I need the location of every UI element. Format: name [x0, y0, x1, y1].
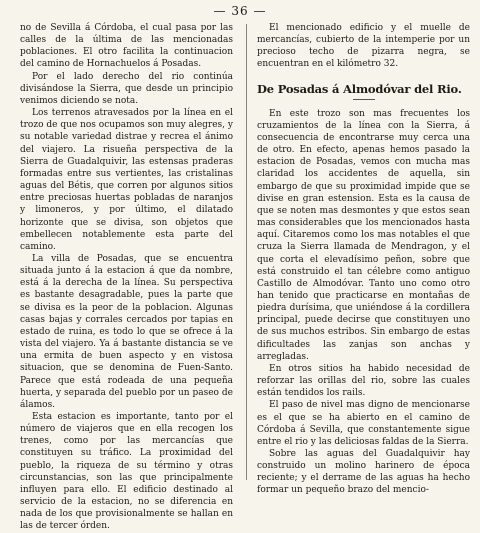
left-column [20, 22, 233, 533]
paragraph: El paso de nivel mas digno de mencionarse es el que se ha abierto en el camino de Córdoba á Sevilla, que constantemente sigue entre el rio y las deliciosas faldas de la Sierra. [257, 400, 470, 447]
page-number: — 36 — [213, 4, 267, 18]
paragraph: Esta estacion es importante, tanto por el número de viajeros que en ella recogen los trenes, como por las mercancías que constituyen su tráfico. La proximidad del pueblo, la riqueza de su término y otras circunstancias, son las que principalmente influyen para ello. El edificio destinado al servicio de la estacion, no se diferencia en nada de los que provisionalmente se hallan en las de tercer órden. [20, 412, 233, 532]
paragraph: En otros sitios ha habido necesidad de reforzar las orillas del rio, sobre las cuales están tendidos los rails. [257, 363, 470, 399]
paragraph: El mencionado edificio y el muelle de mercancías, cubierto de la intemperie por un precioso techo de pizarra negra, se encuentran en el kilómetro 32. [257, 23, 470, 70]
right-column [257, 22, 470, 497]
section-title: De Posadas á Almodóvar del Rio. [257, 81, 462, 96]
title-rule [353, 99, 375, 100]
paragraph: Sobre las aguas del Guadalquivir hay construido un molino harinero de época reciente; y el derrame de las aguas ha hecho formar un pequeño brazo del mencio- [257, 449, 470, 496]
paragraph: La villa de Posadas, que se encuentra situada junto á la estacion á que da nombre, está á la derecha de la línea. Su perspectiva es bastante desagradable, pues la parte que se divisa es la peor de la poblacion. Algunas casas bajas y corrales cercados por tapias en estado de ruina, es todo lo que se ofrece á la vista del viajero. Ya á bastante distancia se ve una ermita de buen aspecto y en vistosa situacion, que se denomina de Fuen-Santo. Parece que está rodeada de una pequeña huerta, y separada del pueblo por un paseo de álamos. [20, 253, 233, 410]
paragraph: Por el lado derecho del rio continúa divisándose la Sierra, que desde un principio venimos diciendo se nota. [20, 71, 233, 106]
paragraph: En este trozo son mas frecuentes los cruzamientos de la línea con la Sierra, á consecuencia de encontrarse muy cerca una de otro. En efecto, apenas hemos pasado la estacion de Posadas, vemos con mucha mas claridad los accidentes de aquella, sin embargo de que su proximidad impide que se divise en gran estension. Esta es la causa de que se noten mas desmontes y que estos sean mas considerables que los mencionados hasta aquí. Citaremos como los mas notables el que cruza la Sierra llamada de Mendragon, y el que corta el elevadísimo peñon, sobre que está construido el tan célebre como antiguo Castillo de Almodóvar. Tanto uno como otro han tenido que practicarse en montañas de piedra durísima, que uniéndose á la cordillera principal, puede decirse que constituyen uno de sus muchos estribos. Sin embargo de estas dificultades las zanjas son anchas y arregladas. [257, 108, 470, 362]
paragraph: Los terrenos atravesados por la línea en el trozo de que nos ocupamos son muy alegres, y su notable variedad distrae y recrea el ánimo del viajero. La risueña perspectiva de la Sierra de Guadalquivir, las estensas praderas formadas entre sus vertientes, las cristalinas aguas del Bétis, que corren por algunos sitios entre preciosas huertas pobladas de naranjos y limoneros, y por último, el dilatado horizonte que se divisa, son objetos que embellecen notablemente esta parte del camino. [20, 108, 233, 252]
paragraph: no de Sevilla á Córdoba, el cual pasa por las calles de la última de las mencionadas poblaciones. El otro facilita la continuacion del camino de Hornachuelos á Posadas. [20, 23, 233, 70]
column-divider [246, 24, 247, 480]
